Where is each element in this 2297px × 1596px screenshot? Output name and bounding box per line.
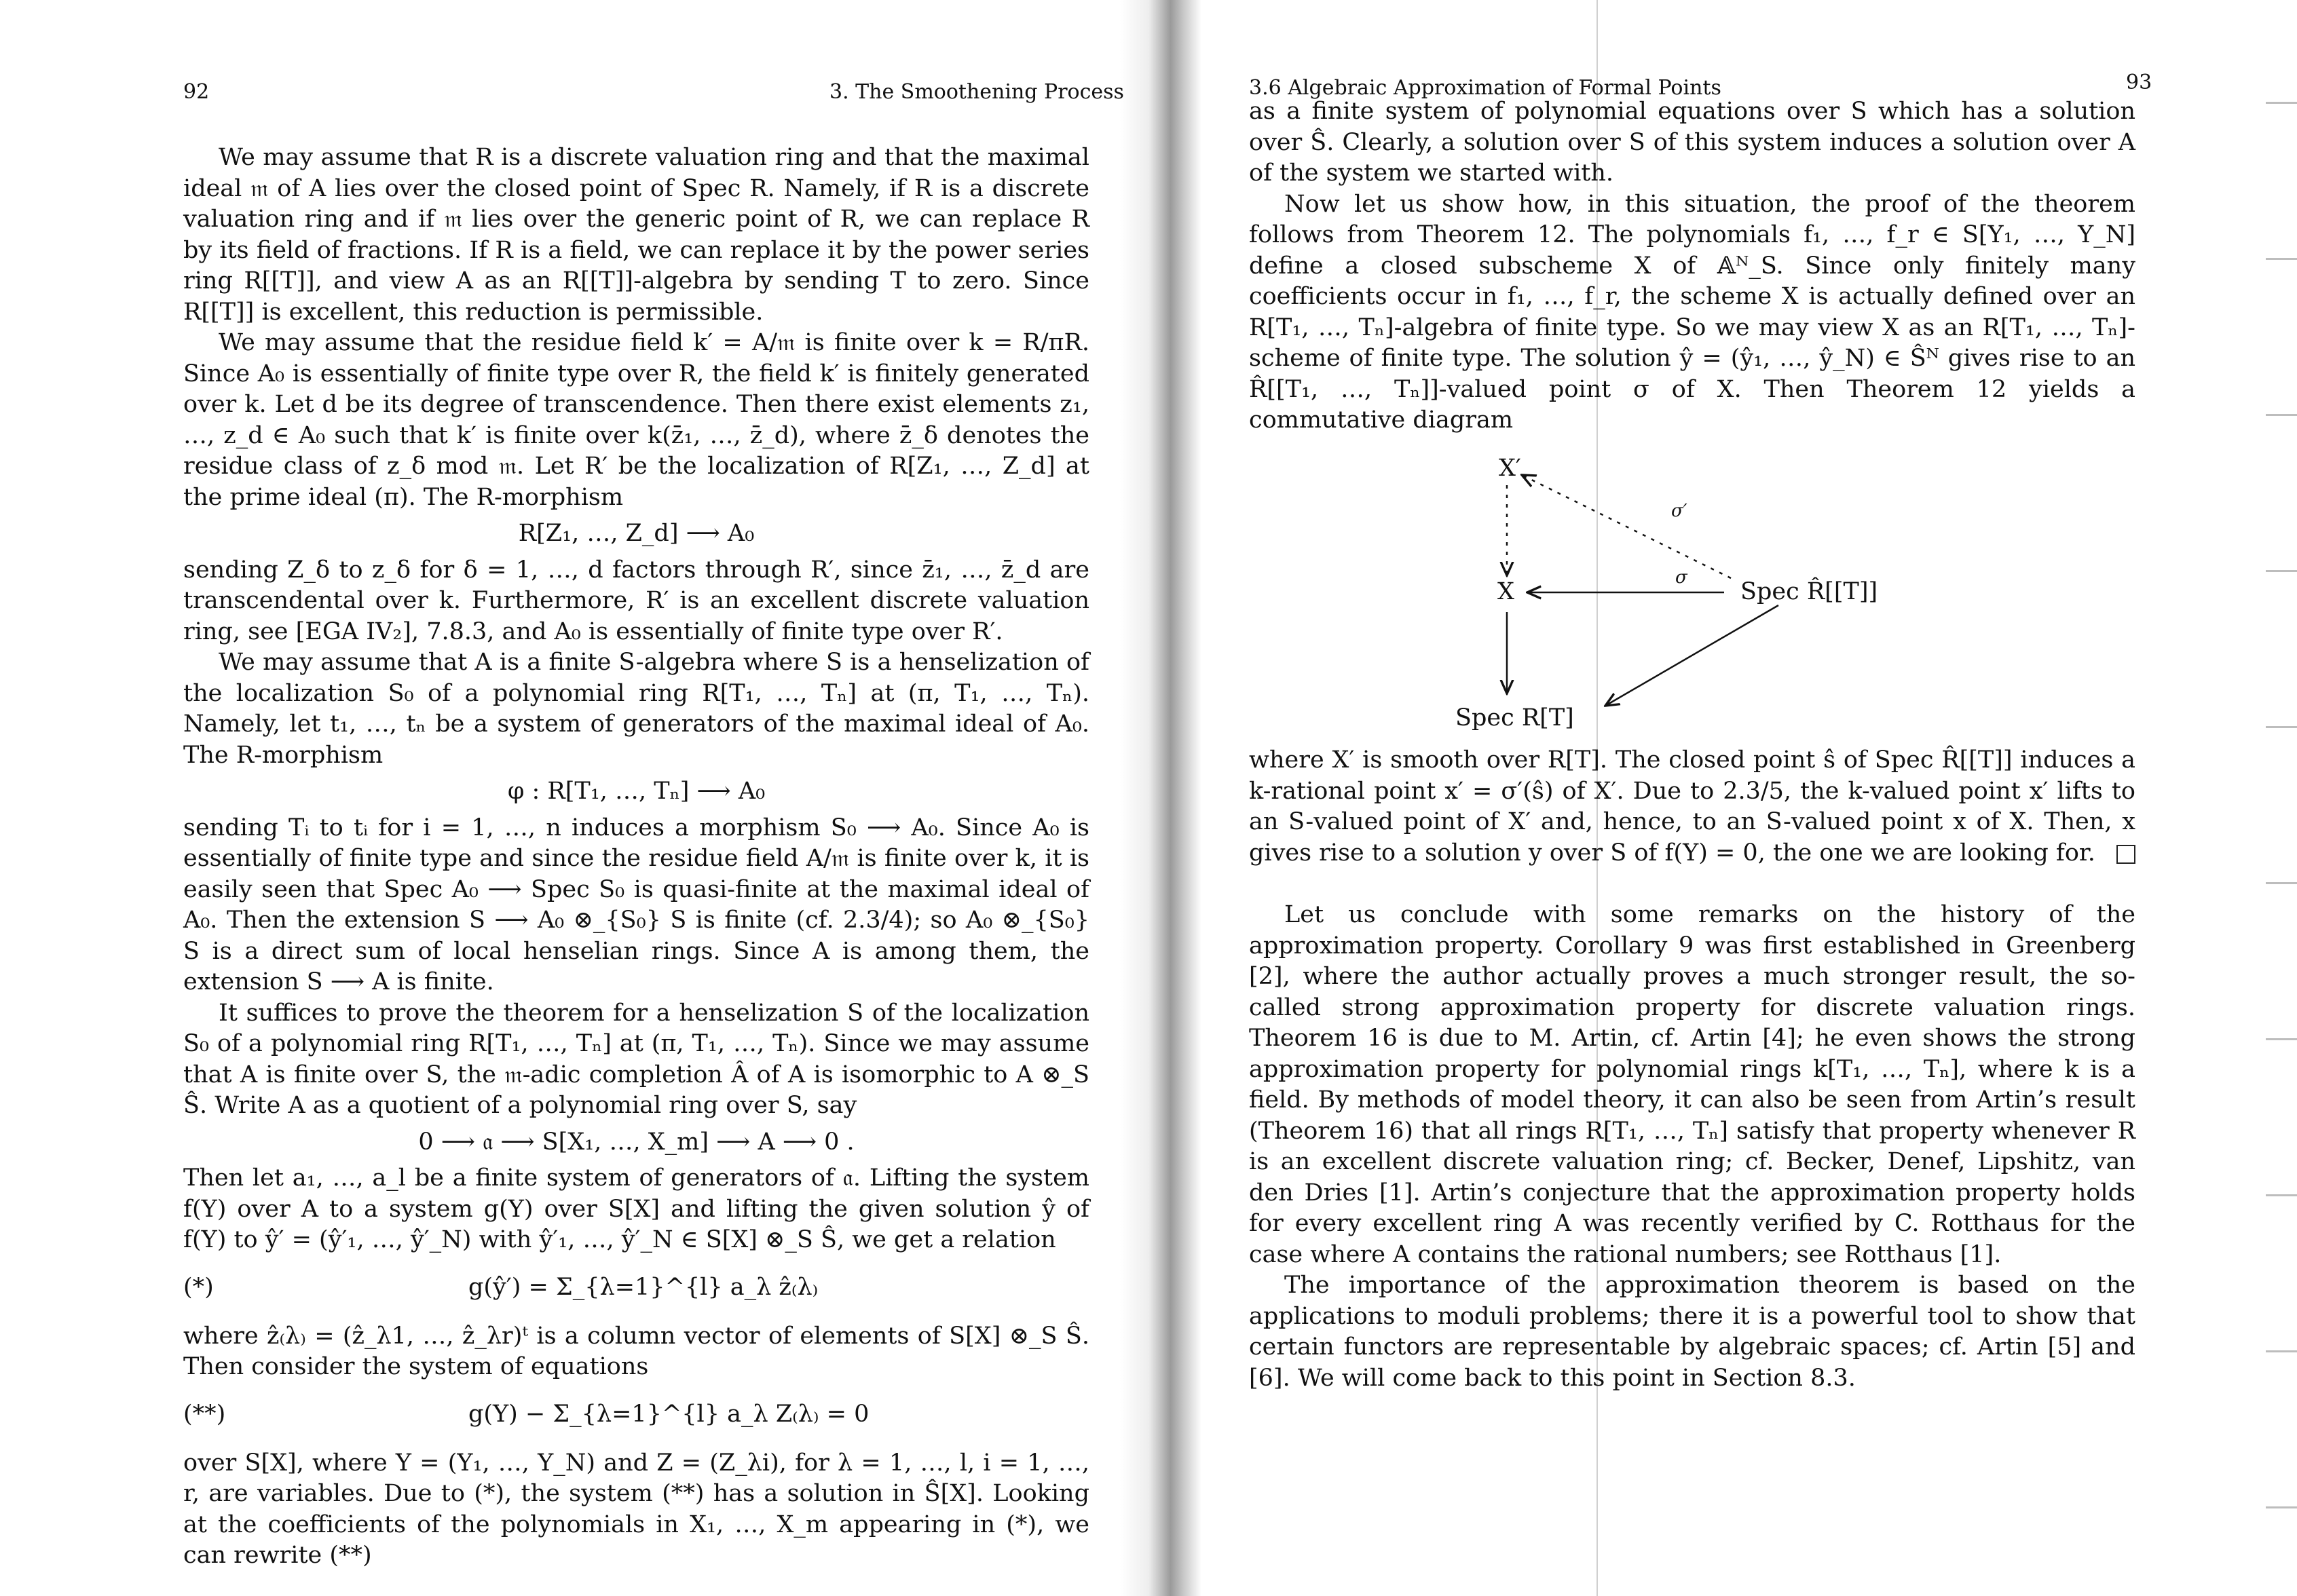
display-formula: φ : R[T₁, …, Tₙ] ⟶ A₀ (507, 778, 766, 805)
equation-double-star (183, 1392, 1089, 1439)
node-x-prime: X′ (1499, 455, 1521, 482)
equation-formula: g(Y) − Σ_{λ=1}^{l} a_λ Z₍λ₎ = 0 (468, 1400, 870, 1428)
node-spec-completion: Spec R̂[[T]] (1740, 578, 1878, 605)
equation-label: (*) (183, 1273, 214, 1301)
paragraph: We may assume that R is a discrete valuation ring and that the maximal ideal 𝔪 of A lies over the closed point of Spec R. Namely, if R is a discrete valuation ring and if 𝔪 lies over the generic point of R, we can replace R by its field of fractions. If R is a field, we can replace it by the power series ring R[[T]], and view A as an R[[T]]-algebra by sending T to zero. Since R[[T]] is excellent, this reduction is permissible. (183, 144, 1089, 326)
paragraph: sending Z_δ to z_δ for δ = 1, …, d factors through R′, since z̄₁, …, z̄_d are transcendental over k. Furthermore, R′ is an excellent discrete valuation ring, see [EGA IV₂], 7.8.3, and A₀ is essentially of finite type over R′. (183, 556, 1089, 645)
paragraph: We may assume that A is a finite S-algebra where S is a henselization of the localization S₀ of a polynomial ring R[T₁, …, Tₙ] at (π, T₁, …, Tₙ). Namely, let t₁, …, tₙ be a system of generators of the maximal ideal of A₀. The R-morphism (183, 649, 1089, 769)
paragraph: Then let a₁, …, a_l be a finite system of generators of 𝔞. Lifting the system f(Y) over A to a system g(Y) over S[X] and lifting the given solution ŷ of f(Y) to ŷ′ = (ŷ′₁, …, ŷ′_N) with ŷ′₁, …, ŷ′_N ∈ S[X] ⊗_S Ŝ, we get a relation (183, 1164, 1089, 1253)
equation-label: (**) (183, 1400, 226, 1428)
commutative-diagram (1455, 455, 1941, 746)
paragraph: The importance of the approximation theorem is based on the applications to moduli problems; there it is a powerful tool to show that certain functors are representable by algebraic spaces; cf. Artin [5] and [6]. We will come back to this point in Section 8.3. (1249, 1272, 2135, 1392)
paragraph: where X′ is smooth over R[T]. The closed point ŝ of Spec R̂[[T]] induces a k-rational point x′ = σ′(ŝ) of X′. Due to 2.3/5, the k-valued point x′ lifts to an S-valued point of X′ and, hence, to an S-valued point x of X. Then, x gives rise to a solution y over S of f(Y) = 0, the one we are looking for. (1249, 746, 2135, 867)
display-formula: 0 ⟶ 𝔞 ⟶ S[X₁, …, X_m] ⟶ A ⟶ 0 . (418, 1128, 855, 1156)
node-x: X (1497, 578, 1514, 605)
arrow-sigma-prime (1522, 475, 1731, 578)
paragraph: as a finite system of polynomial equations over S which has a solution over Ŝ. Clearly, a solution over S of this system induces a solution over A of the system we started with. (1249, 98, 2135, 187)
label-sigma: σ (1675, 567, 1687, 588)
equation-formula: g(ŷ′) = Σ_{λ=1}^{l} a_λ ẑ₍λ₎ (468, 1273, 819, 1301)
qed-box-icon (2116, 845, 2135, 864)
node-spec-rt: Spec R[T] (1455, 704, 1574, 732)
paragraph: over S[X], where Y = (Y₁, …, Y_N) and Z = (Z_λi), for λ = 1, …, l, i = 1, …, r, are variables. Due to (*), the system (**) has a solution in Ŝ[X]. Looking at the coefficients of the polynomials in X₁, …, X_m appearing in (*), we can rewrite (**) (183, 1449, 1090, 1569)
right-text-block-bottom (1249, 745, 2135, 1394)
paragraph: Now let us show how, in this situation, the proof of the theorem follows from Theorem 12. The polynomials f₁, …, f_r ∈ S[Y₁, …, Y_N] define a closed subscheme X of 𝔸ᴺ_S. Since only finitely many coefficients occur in f₁, …, f_r, the scheme X is actually defined over an R[T₁, …, Tₙ]-algebra of finite type. So we may view X as an R[T₁, …, Tₙ]-scheme of finite type. The solution ŷ = (ŷ₁, …, ŷ_N) ∈ Ŝᴺ gives rise to an R̂[[T₁, …, Tₙ]]-valued point σ of X. Then Theorem 12 yields a commutative diagram (1249, 190, 2135, 434)
paragraph: Let us conclude with some remarks on the history of the approximation property. Corollary 9 was first established in Greenberg [2], where the author actually proves a much stronger result, the so-called strong approximation property for discrete valuation rings. Theorem 16 is due to M. Artin, cf. Artin [4]; he even shows the strong approximation property for polynomial rings k[T₁, …, Tₙ], where k is a field. By methods of model theory, it can also be seen from Artin’s result (Theorem 16) that all rings R[T₁, …, Tₙ] satisfy that property whenever R is an excellent discrete valuation ring; cf. Becker, Denef, Lipshitz, van den Dries [1]. Artin’s conjecture that the approximation property holds for every excellent ring A was recently verified by C. Rotthaus for the case where A contains the rational numbers; see Rotthaus [1]. (1249, 901, 2135, 1268)
right-text-block-top (1249, 96, 2135, 436)
right-page (1208, 0, 2297, 1596)
left-text-block (183, 142, 1089, 1572)
right-page-number: 93 (2126, 71, 2152, 94)
right-running-head: 3.6 Algebraic Approximation of Formal Points (1249, 76, 1721, 100)
display-formula: R[Z₁, …, Z_d] ⟶ A₀ (518, 520, 755, 547)
left-running-head: 3. The Smoothening Process (829, 80, 1124, 104)
paragraph: We may assume that the residue field k′ = A/𝔪 is finite over k = R/πR. Since A₀ is essentially of finite type over R, the field k′ is finitely generated over k. Let d be its degree of transcendence. Then there exist elements z₁, …, z_d ∈ A₀ such that k′ is finite over k(z̄₁, …, z̄_d), where z̄_δ denotes the residue class of z_δ mod 𝔪. Let R′ be the localization of R[Z₁, …, Z_d] at the prime ideal (π). The R-morphism (183, 329, 1089, 511)
paragraph: where ẑ₍λ₎ = (ẑ_λ1, …, ẑ_λr)ᵗ is a column vector of elements of S[X] ⊗_S Ŝ. Then consider the system of equations (183, 1322, 1089, 1380)
arrow-spec-hat-to-spec (1605, 605, 1778, 706)
paragraph: sending Tᵢ to tᵢ for i = 1, …, n induces a morphism S₀ ⟶ A₀. Since A₀ is essentially of finite type and since the residue field A/𝔪 is finite over k, it is easily seen that Spec A₀ ⟶ Spec S₀ is quasi-finite at the maximal ideal of A₀. Then the extension S ⟶ A₀ ⊗_{S₀} S is finite (cf. 2.3/4); so A₀ ⊗_{S₀} S is a direct sum of local henselian rings. Since A is among them, the extension S ⟶ A is finite. (183, 814, 1089, 995)
equation-star (183, 1266, 1089, 1312)
paragraph: It suffices to prove the theorem for a henselization S of the localization S₀ of a polynomial ring R[T₁, …, Tₙ] at (π, T₁, …, Tₙ). Since we may assume that A is finite over S, the 𝔪-adic completion Â of A is isomorphic to A ⊗_S Ŝ. Write A as a quotient of a polynomial ring over S, say (183, 999, 1089, 1119)
left-page-number: 92 (183, 80, 210, 104)
label-sigma-prime: σ′ (1671, 501, 1687, 521)
